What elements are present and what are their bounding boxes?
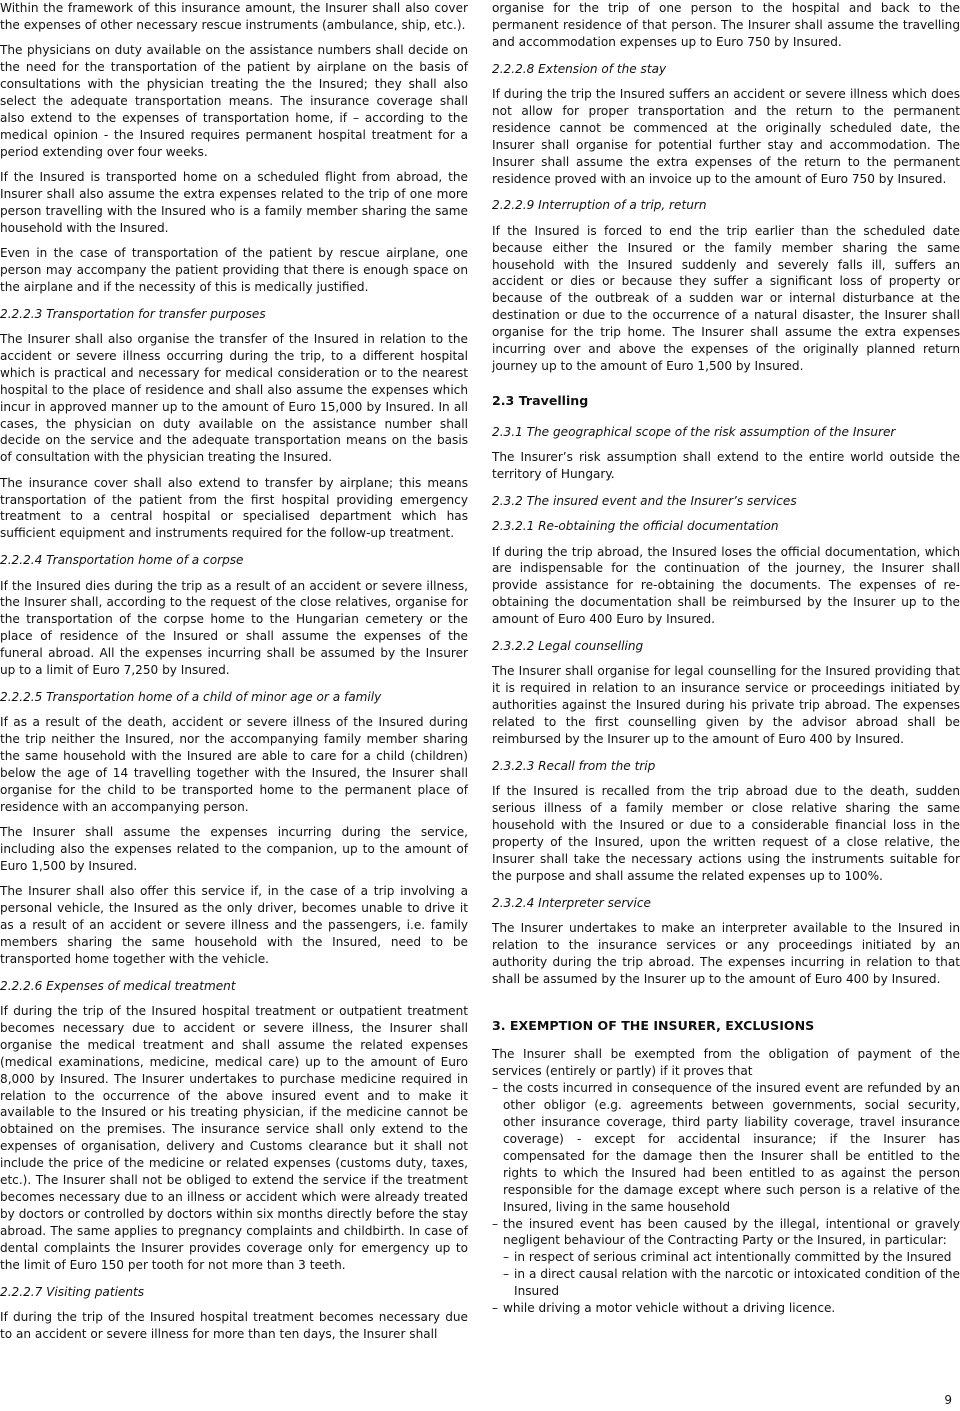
section-heading: 2.2.2.5 Transportation home of a child of minor age or a family bbox=[0, 689, 382, 704]
chapter-heading: 3. EXEMPTION OF THE INSURER, EXCLUSIONS bbox=[492, 1017, 815, 1033]
paragraph: The physicians on duty available on the assistance numbers shall decide on the need for the transportation of the patient by airplane on the basis of consultations with the physician treating the the Insured; they shall also select the adequate transportation means. The insurance coverage shall also extend to the expenses of transportation home, if – according to the medical opinion - the Insured requires permanent hospital treatment for a period extending over four weeks. bbox=[0, 43, 468, 159]
list-item: – while driving a motor vehicle without a driving licence. bbox=[492, 1300, 960, 1317]
paragraph: The Insurer shall be exempted from the obligation of payment of the services (entirely or partly) if it proves that bbox=[492, 1047, 960, 1079]
paragraph: If the Insured is transported home on a scheduled flight from abroad, the Insurer shall also assume the extra expenses related to the trip of one more person travelling with the Insured who is a family member sharing the same household with the Insured. bbox=[0, 169, 468, 235]
paragraph: If during the trip the Insured suffers an accident or severe illness which does not allow for proper transportation and the return to the permanent residence cannot be commenced at the originally scheduled date, the Insurer shall organise for potential further stay and accommodation. The Insurer shall assume the extra expenses of the return to the permanent residence proved with an invoice up to the amount of Euro 750 by Insured. bbox=[492, 87, 960, 186]
list-item: – the insured event has been caused by the illegal, intentional or gravely negligent behaviour of the Contracting Party or the Insured, in particular: bbox=[492, 1216, 960, 1250]
paragraph: Within the framework of this insurance amount, the Insurer shall also cover the expenses of other necessary rescue instruments (ambulance, ship, etc.). bbox=[0, 1, 468, 32]
paragraph: If as a result of the death, accident or severe illness of the Insured during the trip neither the Insured, nor the accompanying family member sharing the same household with the Insured are able to care for a child (children) below the age of 14 travelling together with the Insured, the Insurer shall organise for the child to be transported home to the permanent place of residence with an accompanying person. bbox=[0, 715, 468, 814]
paragraph: If during the trip of the Insured hospital treatment or outpatient treatment becomes necessary due to accident or severe illness, the Insurer shall organise the medical treatment and shall assume the related expenses (medical examinations, medicine, medical care) up to the amount of Euro 8,000 by Insured. The Insurer undertakes to purchase medicine required in relation to the occurrence of the above insured event and to make it available to the Insured or his treating physician, if the medicine cannot be obtained on the premises. The insurance service shall only extend to the expenses of organisation, delivery and Customs clearance but it shall not include the price of the medicine or related expenses (customs duty, taxes, etc.). The Insurer shall not be obliged to extend the service if the treatment becomes necessary due to an illness or accident which were already treated by doctors or controlled by doctors within six months directly before the stay abroad. The same applies to pregnancy complaints and childbirth. In case of dental complaints the Insurer provides coverage only for emergency up to the limit of Euro 150 per tooth for not more than 3 teeth. bbox=[0, 1004, 468, 1272]
paragraph: The insurance cover shall also extend to transfer by airplane; this means transportation of the patient from the first hospital providing emergency treatment to a central hospital or specialised department which has sufficient equipment and instruments required for the follow-up treatment. bbox=[0, 475, 468, 541]
page-number: 9 bbox=[944, 1393, 952, 1407]
section-heading: 2.2.2.6 Expenses of medical treatment bbox=[0, 978, 236, 993]
paragraph: If the Insured is forced to end the trip earlier than the scheduled date because either the Insured or the family member sharing the same household with the Insured suddenly and severely falls ill, suffers an accident or dies or because they suffer a significant loss of property or because of the outbreak of a sudden war or internal disturbance at the destination or due to the occurrence of a natural disaster, the Insurer shall organise for the trip home. The Insurer shall assume the extra expenses incurring over and above the expenses of the originally planned return journey up to the amount of Euro 1,500 by Insured. bbox=[492, 223, 960, 373]
paragraph: The Insurer’s risk assumption shall extend to the entire world outside the territory of Hungary. bbox=[492, 450, 960, 482]
section-heading: 2.2.2.3 Transportation for transfer purposes bbox=[0, 306, 266, 321]
exclusion-list bbox=[492, 1080, 960, 1249]
section-heading: 2.2.2.9 Interruption of a trip, return bbox=[492, 198, 707, 213]
section-heading: 2.3.2.3 Recall from the trip bbox=[492, 758, 656, 773]
section-heading: 2.3.2.1 Re-obtaining the official documentation bbox=[492, 519, 779, 534]
left-column bbox=[0, 0, 468, 1351]
paragraph: The Insurer shall also organise the transfer of the Insured in relation to the accident or severe illness occurring during the trip, to a different hospital which is practical and necessary for medical consideration or to the nearest hospital to the place of residence and shall also assume the expenses which incur in approved manner up to the amount of Euro 15,000 by Insured. In all cases, the physician on duty available on the assistance number shall decide on the service and the adequate transportation means on the basis of consultation with the physician treating the Insured. bbox=[0, 331, 468, 465]
section-heading: 2.2.2.8 Extension of the stay bbox=[492, 61, 667, 76]
section-heading: 2.3.1 The geographical scope of the risk assumption of the Insurer bbox=[492, 424, 896, 439]
right-column bbox=[492, 0, 960, 1317]
exclusion-sublist bbox=[492, 1249, 960, 1300]
paragraph: If the Insured is recalled from the trip abroad due to the death, sudden serious illness of a family member or close relative sharing the same household with the Insured or due to a considerable financial loss in the property of the Insured, upon the written request of a close relative, the Insurer shall take the necessary actions using the instruments suitable for the purpose and shall assume the related expenses up to 100%. bbox=[492, 784, 960, 883]
list-item: – the costs incurred in consequence of the insured event are refunded by an other obligor (e.g. agreements between governments, social security, other insurance coverage, third party liability coverage, travel insurance coverage) - except for accidental insurance; if the Insurer has compensated for the damage then the Insurer shall be entitled to the rights to which the Insured had been entitled to as against the person responsible for the damage except where such person is a relative of the Insured, living in the same household bbox=[492, 1080, 960, 1215]
paragraph: The Insurer undertakes to make an interpreter available to the Insured in relation to the insurance services or any proceedings initiated by an authority during the trip abroad. The expenses incurring in relation to that shall be assumed by the Insurer up to the amount of Euro 400 by Insured. bbox=[492, 920, 960, 986]
list-item: – in respect of serious criminal act intentionally committed by the Insured bbox=[492, 1249, 960, 1266]
section-heading: 2.3.2 The insured event and the Insurer’s services bbox=[492, 493, 797, 508]
paragraph: The Insurer shall organise for legal counselling for the Insured providing that it is required in relation to an insurance service or proceedings initiated by authorities against the Insured during his private trip abroad. The expenses related to the first counselling given by the advisor abroad shall be reimbursed by the Insurer up to the amount of Euro 400 by Insured. bbox=[492, 664, 960, 746]
paragraph: If during the trip abroad, the Insured loses the official documentation, which are indispensable for the continuation of the journey, the Insurer shall provide assistance for re-obtaining the documents. The expenses of re-obtaining the documentation shall be reimbursed by the Insurer up to the amount of Euro 400 Euro by Insured. bbox=[492, 544, 960, 627]
section-heading: 2.3.2.2 Legal counselling bbox=[492, 639, 644, 654]
exclusion-list-end bbox=[492, 1300, 960, 1317]
paragraph: The Insurer shall assume the expenses incurring during the service, including also the expenses related to the companion, up to the amount of Euro 1,500 by Insured. bbox=[0, 825, 468, 873]
paragraph: If the Insured dies during the trip as a result of an accident or severe illness, the Insurer shall, according to the request of the close relatives, organise for the transportation of the corpse home to the Hungarian cemetery or the place of residence of the Insured or shall assume the expenses of the funeral abroad. All the expenses incurring shall be assumed by the Insurer up to a limit of Euro 7,250 by Insured. bbox=[0, 578, 468, 678]
paragraph: Even in the case of transportation of the patient by rescue airplane, one person may accompany the patient providing that there is enough space on the airplane and if the necessity of this is medically justified. bbox=[0, 245, 468, 294]
list-item: – in a direct causal relation with the narcotic or intoxicated condition of the Insured bbox=[492, 1266, 960, 1300]
section-heading: 2.3.2.4 Interpreter service bbox=[492, 895, 651, 910]
paragraph: If during the trip of the Insured hospital treatment becomes necessary due to an accident or severe illness for more than ten days, the Insurer shall bbox=[0, 1309, 468, 1341]
paragraph: organise for the trip of one person to the hospital and back to the permanent residence of that person. The Insurer shall assume the travelling and accommodation expenses up to Euro 750 by Insured. bbox=[492, 1, 960, 49]
paragraph: The Insurer shall also offer this service if, in the case of a trip involving a personal vehicle, the Insured as the only driver, becomes unable to drive it as a result of an accident or severe illness and the passengers, i.e. family members sharing the same household with the Insured, need to be transported home together with the vehicle. bbox=[0, 884, 468, 966]
section-heading: 2.2.2.4 Transportation home of a corpse bbox=[0, 553, 244, 568]
section-heading-bold: 2.3 Travelling bbox=[492, 392, 589, 408]
section-heading: 2.2.2.7 Visiting patients bbox=[0, 1284, 145, 1299]
